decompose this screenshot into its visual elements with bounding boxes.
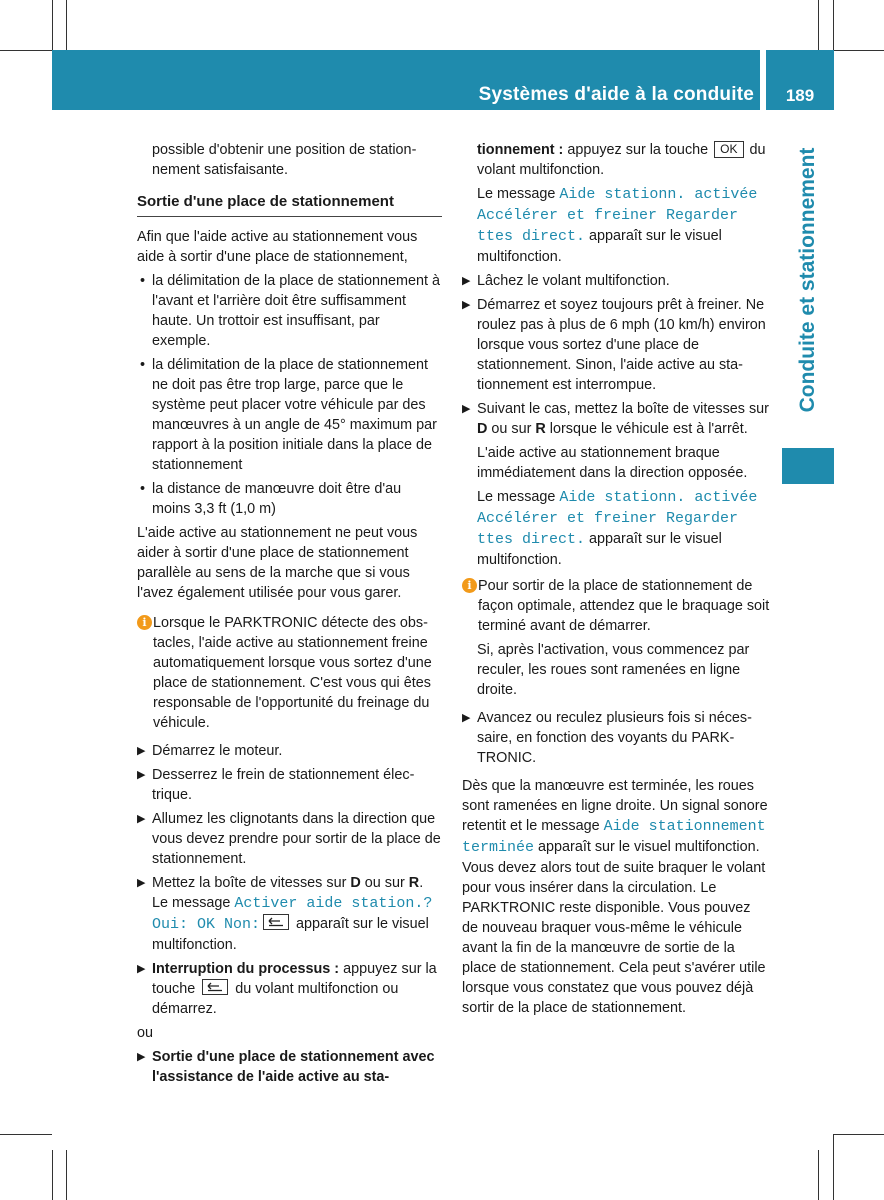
section-title: Systèmes d'aide à la conduite bbox=[478, 84, 754, 105]
step-text: Allumez les clignotants dans la direction que vous devez prendre pour sortir de la place de stationnement. bbox=[152, 811, 441, 867]
bullet-item: • la délimitation de la place de stationnement à l'avant et l'arrière doit être suffisamment haute. Un trottoir est insuffisant, par exemple. bbox=[137, 271, 442, 351]
step-text: du volant multifonction ou démarrez. bbox=[152, 981, 399, 1017]
header-bar bbox=[52, 50, 760, 110]
gear-d: D bbox=[350, 875, 361, 891]
triangle-right-icon: ▶ bbox=[137, 963, 146, 975]
crop-mark bbox=[66, 0, 67, 50]
display-message: Aide stationnement terminée bbox=[462, 818, 766, 856]
step-text: appuyez sur la touche bbox=[152, 961, 437, 997]
step-text: Desserrez le frein de stationnement électrique. bbox=[152, 767, 415, 803]
page-number: 189 bbox=[785, 86, 815, 105]
display-message: Aide stationn. activée Accélérer et freiner Regarder ttes direct. bbox=[477, 489, 758, 548]
right-column bbox=[462, 140, 770, 1022]
crop-mark bbox=[66, 1150, 67, 1200]
bullet-item: • la délimitation de la place de stationnement ne doit pas être trop large, parce que le système peut placer votre véhicule par des manœuvres à un angle de 45° maximum par rapport à la position initiale dans la place de stationnement bbox=[137, 355, 442, 475]
crop-mark bbox=[52, 0, 53, 50]
step-text: lorsque le véhicule est à l'arrêt. bbox=[545, 421, 748, 437]
step-item bbox=[137, 809, 442, 869]
step-text: apparaît sur le visuel multifonction. bbox=[477, 228, 722, 265]
chapter-marker bbox=[782, 448, 834, 484]
info-text: Pour sortir de la place de stationnement de façon optimale, attendez que le braquage soit terminé avant de démarrer. bbox=[478, 578, 770, 634]
chapter-tab bbox=[782, 120, 834, 440]
step-text: appuyez sur la touche bbox=[563, 142, 713, 158]
step-text: ou sur bbox=[360, 875, 409, 891]
info-note bbox=[137, 613, 442, 733]
step-continuation bbox=[462, 140, 770, 180]
step-item bbox=[462, 271, 770, 291]
step-item bbox=[137, 1047, 442, 1087]
step-text: ou sur bbox=[487, 421, 536, 437]
step-text: Lâchez le volant multifonction. bbox=[477, 273, 670, 289]
info-icon: i bbox=[462, 578, 477, 593]
crop-mark bbox=[0, 1134, 52, 1135]
display-message: Activer aide station.? Oui: OK Non: bbox=[152, 895, 433, 933]
back-key-icon bbox=[263, 914, 289, 930]
triangle-right-icon: ▶ bbox=[462, 403, 471, 415]
step-text: Suivant le cas, mettez la boîte de vitesses sur bbox=[477, 401, 769, 417]
step-bold: Sortie d'une place de stationnement avec l'assistance de l'aide active au sta- bbox=[152, 1049, 435, 1085]
display-message: Aide stationn. activée Accélérer et freiner Regarder ttes direct. bbox=[477, 186, 758, 245]
message-text bbox=[462, 487, 770, 570]
step-text: Le message bbox=[477, 186, 560, 202]
step-text: Démarrez et soyez toujours prêt à freiner. Ne roulez pas à plus de 6 mph (10 km/h) environ lorsque vous sortez d'une place de stationnement. Sinon, l'aide active au stationnement est interrompue. bbox=[477, 297, 766, 393]
step-item bbox=[137, 741, 442, 761]
paragraph: L'aide active au stationnement braque immédiatement dans la direction opposée. bbox=[477, 445, 748, 481]
step-item bbox=[462, 708, 770, 768]
step-text: Le message bbox=[477, 489, 560, 505]
chapter-tab-label: Conduite et stationnement bbox=[796, 147, 819, 413]
info-text: Lorsque le PARKTRONIC détecte des obstacles, l'aide active au stationnement freine automatiquement lorsque vous sortez d'une place de stationnement. C'est vous qui êtes responsable de l'opportunité du freinage du véhicule. bbox=[153, 615, 432, 731]
step-bold: tionnement : bbox=[477, 142, 564, 158]
step-text: . Le message bbox=[152, 875, 424, 911]
step-item bbox=[137, 765, 442, 805]
info-note bbox=[462, 576, 770, 636]
crop-mark bbox=[834, 1134, 884, 1135]
step-text: apparaît sur le visuel multifonction. bbox=[152, 916, 429, 953]
step-item bbox=[462, 399, 770, 439]
step-item bbox=[462, 295, 770, 395]
triangle-right-icon: ▶ bbox=[462, 712, 471, 724]
section-heading: Sortie d'une place de stationnement bbox=[137, 192, 442, 217]
intro-text: possible d'obtenir une position de stationnement satisfaisante. bbox=[152, 142, 417, 178]
crop-mark bbox=[818, 0, 819, 50]
left-column bbox=[137, 140, 442, 1091]
paragraph-text: Dès que la manœuvre est terminée, les roues sont ramenées en ligne droite. Un signal sonore retentit et le message bbox=[462, 778, 768, 834]
gear-r: R bbox=[535, 421, 546, 437]
step-text: Mettez la boîte de vitesses sur bbox=[152, 875, 351, 891]
page-number-box bbox=[766, 50, 834, 110]
step-text: du volant multifonction. bbox=[477, 142, 766, 178]
bullet-item: • la distance de manœuvre doit être d'au moins 3,3 ft (1,0 m) bbox=[137, 479, 442, 519]
step-bold: Interruption du processus : bbox=[152, 961, 340, 977]
crop-mark bbox=[0, 50, 52, 51]
paragraph-text: apparaît sur le visuel multifonction. Vous devez alors tout de suite braquer le volant pour vous insérer dans la circulation. Le PARKTRONIC reste disponible. Vous pouvez de nouveau braquer vous-même le véhicule avant la fin de la manœuvre de sortie de la place de stationnement. Cela peut s'avérer utile lorsque vous constatez que vous pouvez déjà sortir de la place de stationnement. bbox=[462, 839, 766, 1016]
triangle-right-icon: ▶ bbox=[462, 299, 471, 311]
triangle-right-icon: ▶ bbox=[137, 769, 146, 781]
step-text: Avancez ou reculez plusieurs fois si nécessaire, en fonction des voyants du PARKTRONIC. bbox=[477, 710, 752, 766]
final-paragraph bbox=[462, 776, 770, 1018]
info-text: Si, après l'activation, vous commencez par reculer, les roues sont ramenées en ligne droite. bbox=[477, 642, 750, 698]
step-item bbox=[137, 959, 442, 1019]
triangle-right-icon: ▶ bbox=[137, 1051, 146, 1063]
triangle-right-icon: ▶ bbox=[137, 877, 146, 889]
paragraph: Afin que l'aide active au stationnement vous aide à sortir d'une place de stationnement, bbox=[137, 229, 418, 265]
message-text bbox=[462, 184, 770, 267]
gear-d: D bbox=[477, 421, 488, 437]
crop-mark bbox=[52, 1150, 53, 1200]
crop-mark bbox=[833, 1134, 834, 1200]
paragraph: L'aide active au stationnement ne peut vous aider à sortir d'une place de stationnement parallèle au sens de la marche que si vous l'avez également utilisée pour vous garer. bbox=[137, 525, 418, 601]
ok-key: OK bbox=[714, 141, 743, 158]
info-icon: i bbox=[137, 615, 152, 630]
step-text: apparaît sur le visuel multifonction. bbox=[477, 531, 722, 568]
gear-r: R bbox=[408, 875, 420, 891]
crop-mark bbox=[818, 1150, 819, 1200]
triangle-right-icon: ▶ bbox=[137, 813, 146, 825]
crop-mark bbox=[834, 50, 884, 51]
crop-mark bbox=[833, 0, 834, 50]
back-key-icon bbox=[202, 979, 228, 995]
triangle-right-icon: ▶ bbox=[462, 275, 471, 287]
triangle-right-icon: ▶ bbox=[137, 745, 146, 757]
step-item bbox=[137, 873, 442, 955]
step-text: Démarrez le moteur. bbox=[152, 743, 283, 759]
or-text: ou bbox=[137, 1025, 154, 1041]
